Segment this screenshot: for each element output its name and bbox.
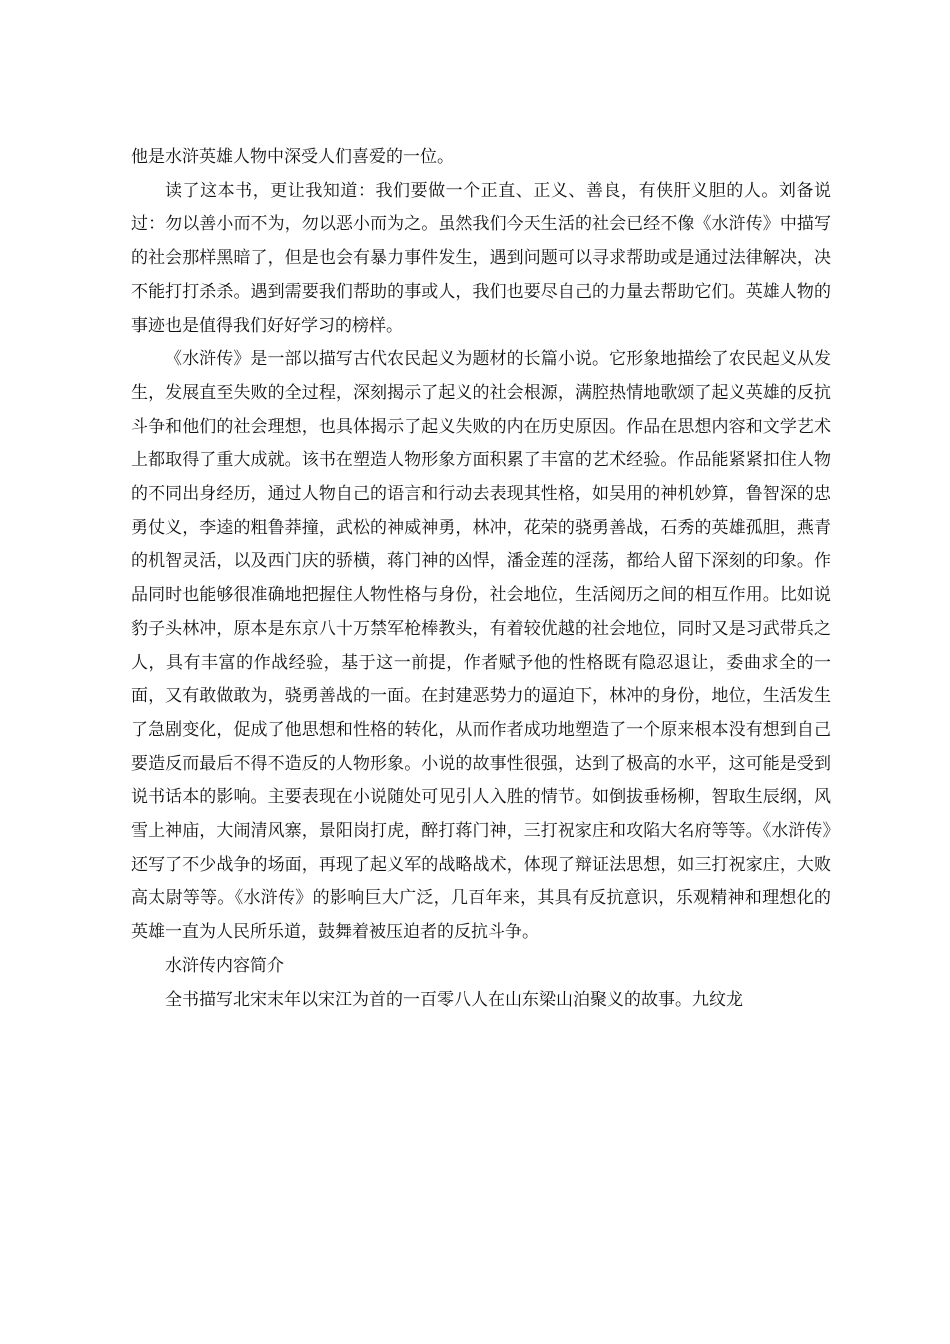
document-body <box>131 141 831 1017</box>
paragraph-novel-analysis: 《水浒传》是一部以描写古代农民起义为题材的长篇小说。它形象地描绘了农民起义从发生，发展直至失败的全过程，深刻揭示了起义的社会根源，满腔热情地歌颂了起义英雄的反抗斗争和他们的社会理想，也具体揭示了起义失败的内在历史原因。作品在思想内容和文学艺术上都取得了重大成就。该书在塑造人物形象方面积累了丰富的艺术经验。作品能紧紧扣住人物的不同出身经历，通过人物自己的语言和行动去表现其性格，如吴用的神机妙算，鲁智深的忠勇仗义，李逵的粗鲁莽撞，武松的神威神勇，林冲，花荣的骁勇善战，石秀的英雄孤胆，燕青的机智灵活，以及西门庆的骄横，蒋门神的凶悍，潘金莲的淫荡，都给人留下深刻的印象。作品同时也能够很准确地把握住人物性格与身份，社会地位，生活阅历之间的相互作用。比如说豹子头林冲，原本是东京八十万禁军枪棒教头，有着较优越的社会地位，同时又是习武带兵之人，具有丰富的作战经验，基于这一前提，作者赋予他的性格既有隐忍退让，委曲求全的一面，又有敢做敢为，骁勇善战的一面。在封建恶势力的逼迫下，林冲的身份，地位，生活发生了急剧变化，促成了他思想和性格的转化，从而作者成功地塑造了一个原来根本没有想到自己要造反而最后不得不造反的人物形象。小说的故事性很强，达到了极高的水平，这可能是受到说书话本的影响。主要表现在小说随处可见引人入胜的情节。如倒拔垂杨柳，智取生辰纲，风雪上神庙，大闹清风寨，景阳岗打虎，醉打蒋门神，三打祝家庄和攻陷大名府等等。《水浒传》还写了不少战争的场面，再现了起义军的战略战术，体现了辩证法思想，如三打祝家庄，大败高太尉等等。《水浒传》的影响巨大广泛，几百年来，其具有反抗意识，乐观精神和理想化的英雄一直为人民所乐道，鼓舞着被压迫者的反抗斗争。 <box>131 349 831 943</box>
paragraph-summary-start: 全书描写北宋末年以宋江为首的一百零八人在山东梁山泊聚义的故事。九纹龙 <box>165 989 743 1010</box>
paragraph-intro-line: 他是水浒英雄人物中深受人们喜爱的一位。 <box>131 147 454 167</box>
section-heading: 水浒传内容简介 <box>165 955 284 976</box>
paragraph-reflection: 读了这本书，更让我知道：我们要做一个正直、正义、善良，有侠肝义胆的人。刘备说过：勿以善小而不为，勿以恶小而为之。虽然我们今天生活的社会已经不像《水浒传》中描写的社会那样黑暗了，但是也会有暴力事件发生，遇到问题可以寻求帮助或是通过法律解决，决不能打打杀杀。遇到需要我们帮助的事或人，我们也要尽自己的力量去帮助它们。英雄人物的事迹也是值得我们好好学习的榜样。 <box>131 180 831 336</box>
